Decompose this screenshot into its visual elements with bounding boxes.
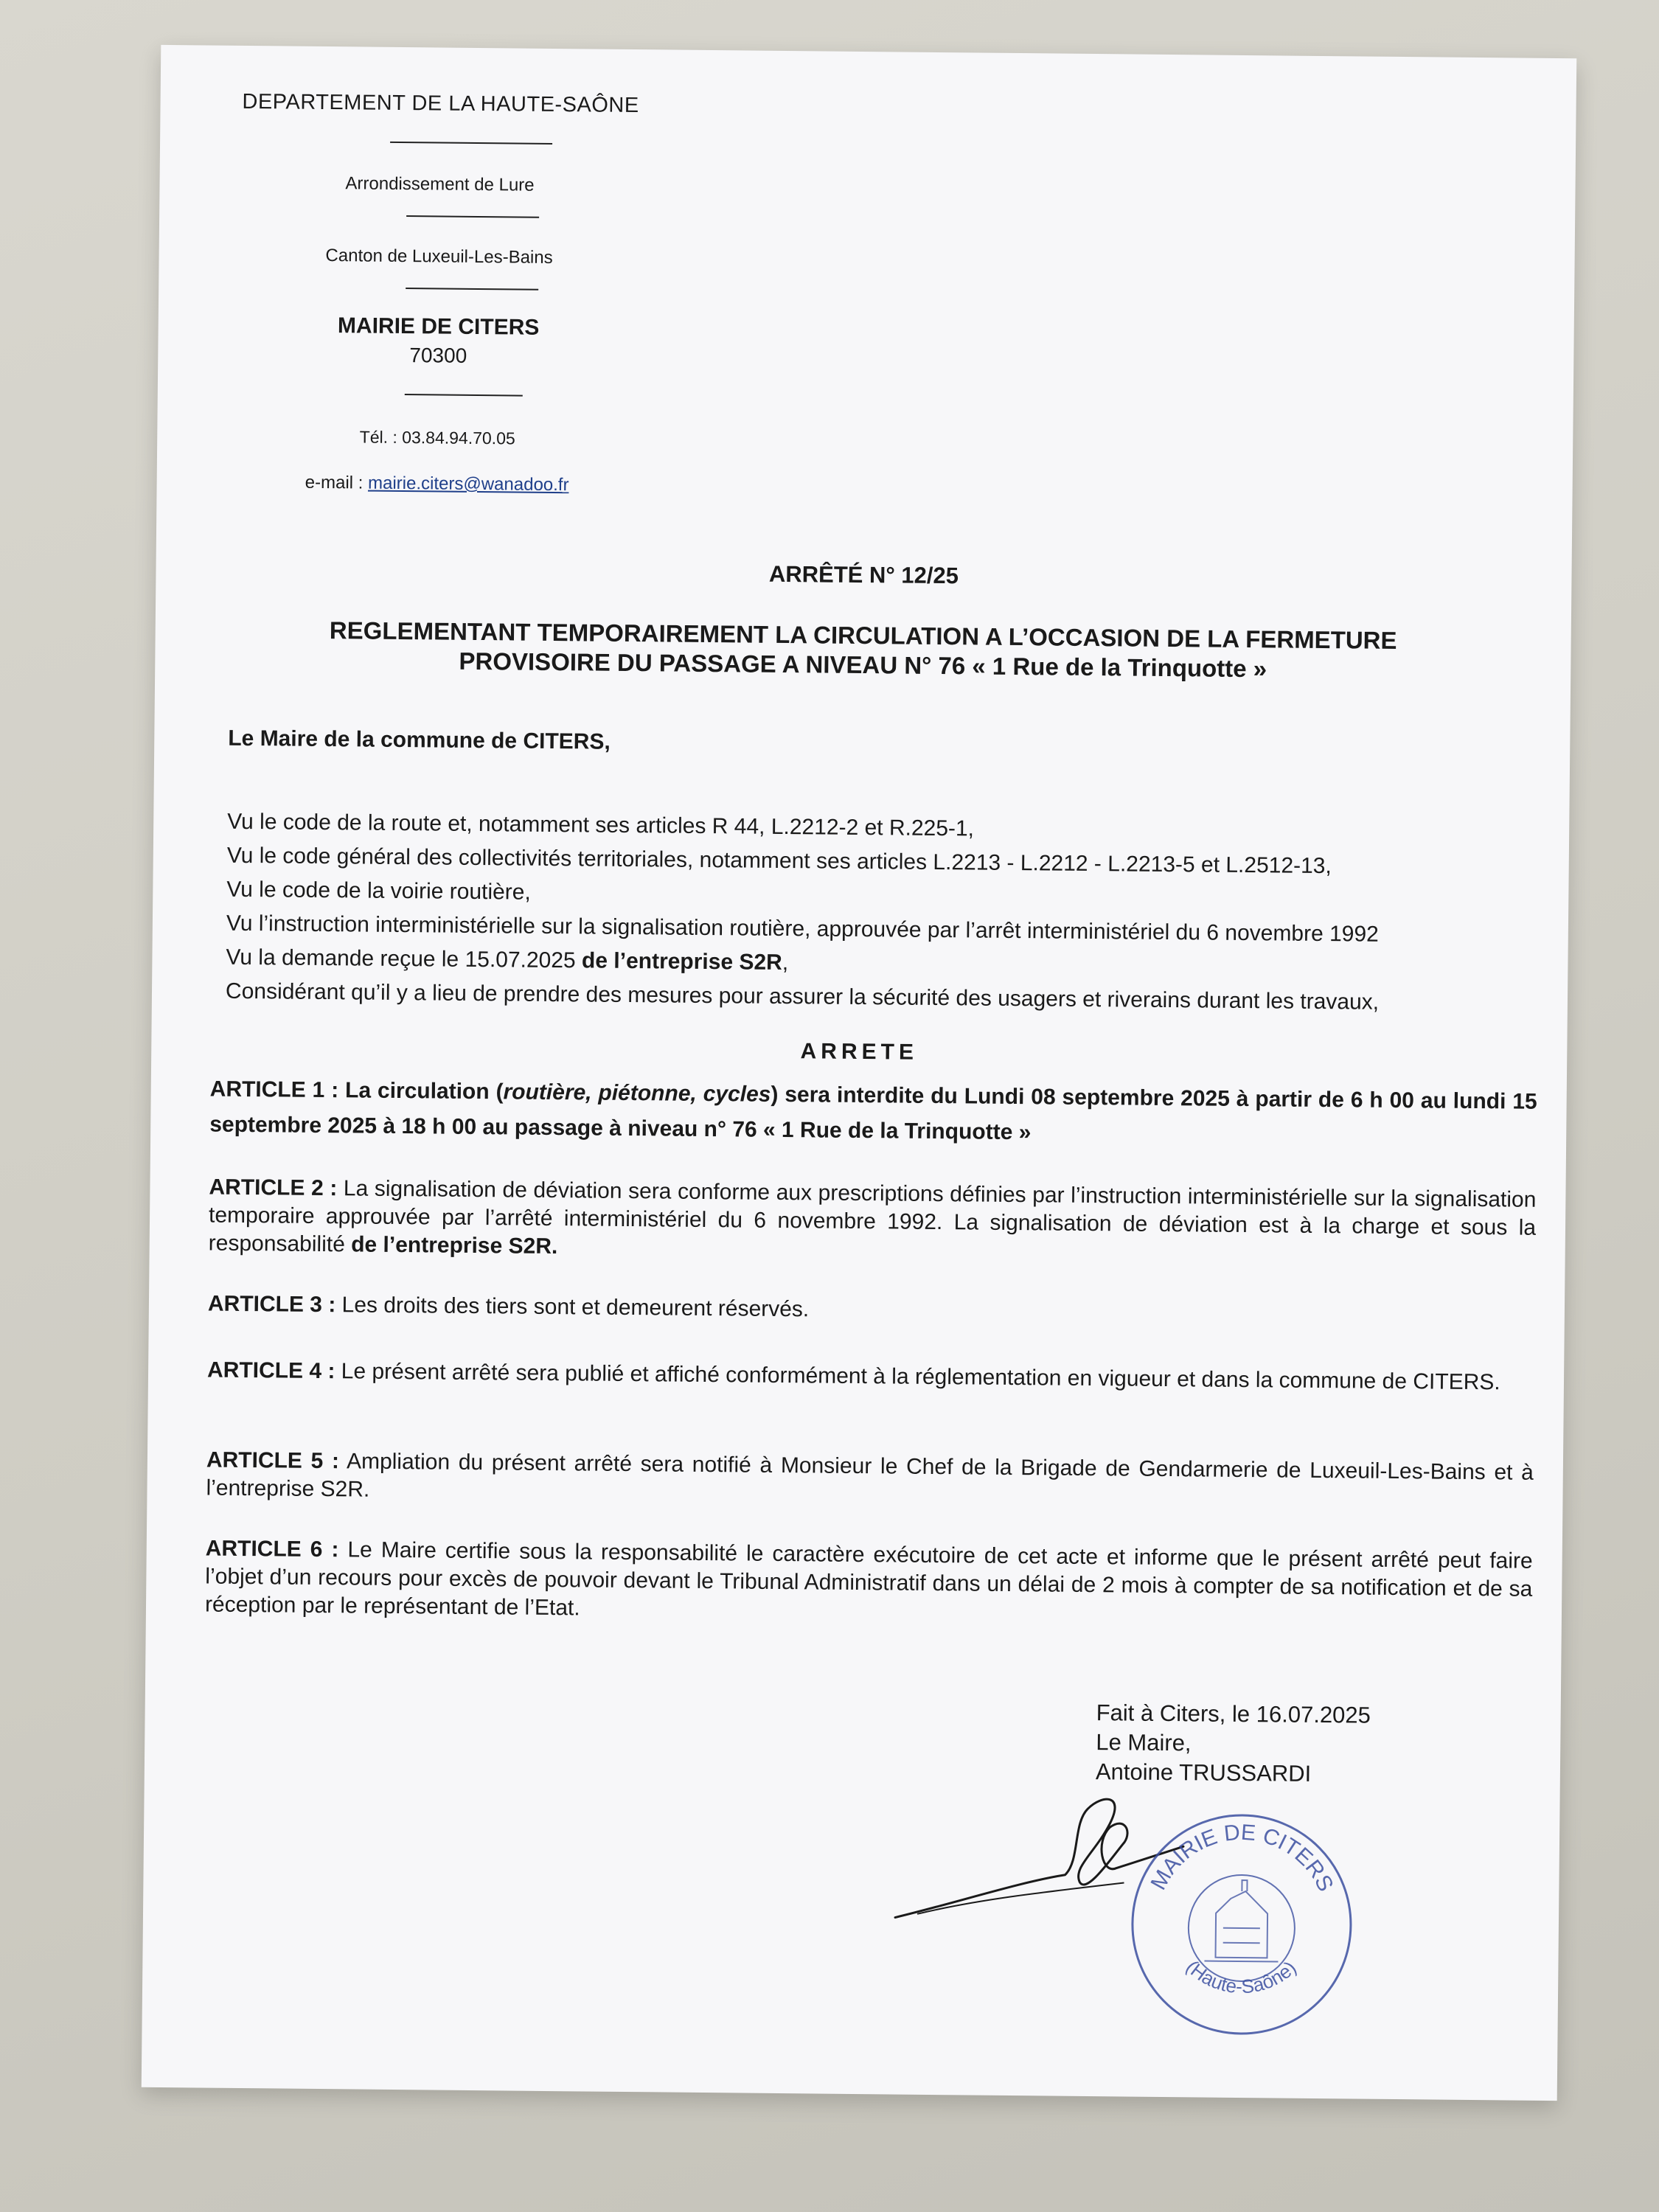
article-text: Le présent arrêté sera publié et affiché conformément à la réglementation en vigueur et dans la commune de CITERS. — [335, 1359, 1500, 1395]
vu-line: Vu le code de la route et, notamment ses articles R 44, L.2212-2 et R.225-1, — [227, 809, 975, 841]
divider — [406, 215, 539, 218]
email-line — [157, 471, 717, 497]
article-3 — [208, 1290, 1535, 1331]
article-2 — [209, 1174, 1537, 1270]
subtitle-line: PROVISOIRE DU PASSAGE A NIVEAU N° 76 « 1 Rue de la Trinquotte » — [459, 647, 1267, 683]
place-date: Fait à Citers, le 16.07.2025 — [1096, 1700, 1371, 1728]
mairie-name: MAIRIE DE CITERS — [337, 313, 540, 340]
divider — [405, 394, 523, 397]
maire-intro: Le Maire de la commune de CITERS, — [228, 726, 611, 754]
vu-list — [226, 805, 1548, 1021]
demande-company: de l’entreprise S2R — [581, 948, 782, 975]
canton-line: Canton de Luxeuil-Les-Bains — [325, 246, 553, 268]
article-text: Le Maire certifie sous la responsabilité le caractère exécutoire de cet acte et informe que le présent arrêté peut faire l’objet d’un recours pour excès de pouvoir devant le Tribunal Administratif dans un délai de 2 mois à compter de sa notification et de sa réception par le représentant de l’Etat. — [204, 1537, 1533, 1621]
divider — [406, 288, 538, 291]
article-label: ARTICLE 4 : — [206, 1357, 335, 1384]
article-label: ARTICLE 3 : — [207, 1291, 336, 1318]
email-label: e-mail : — [305, 472, 369, 493]
stamp-top-text: MAIRIE DE CITERS — [1146, 1820, 1338, 1896]
article-text: ) sera interdite du Lundi 08 septembre 2025 à partir de 6 h 00 au lundi 15 septembre 2025 à 18 h 00 au passage à niveau n° 76 « 1 Rue de la Trinquotte » — [209, 1082, 1537, 1145]
stamp-emblem — [1204, 1880, 1279, 1962]
stamp-bottom-text: (Haute-Saône) — [1181, 1955, 1301, 1998]
demande-text: Vu la demande reçue le 15.07.2025 — [226, 945, 582, 973]
article-6 — [205, 1535, 1533, 1632]
article-4 — [207, 1357, 1534, 1397]
vu-line: Vu le code de la voirie routière, — [226, 877, 531, 905]
arrete-number: ARRÊTÉ N° 12/25 — [768, 560, 959, 589]
considerant-line: Considérant qu’il y a lieu de prendre des mesures pour assurer la sécurité des usagers et riverains durant les travaux, — [225, 978, 1380, 1015]
arrondissement-line: Arrondissement de Lure — [345, 173, 535, 195]
mairie-stamp — [1126, 1809, 1357, 2040]
article-5 — [206, 1447, 1534, 1515]
vu-line: Vu le code général des collectivités territoriales, notamment ses articles L.2213 - L.2212 - L.2213-5 et L.2512-13, — [226, 843, 1332, 879]
article-label: ARTICLE 5 : — [206, 1447, 340, 1474]
email-link[interactable]: mairie.citers@wanadoo.fr — [367, 473, 569, 495]
article-text: Les droits des tiers sont et demeurent réservés. — [335, 1293, 810, 1322]
subtitle-line: REGLEMENTANT TEMPORAIREMENT LA CIRCULATION A L’OCCASION DE LA FERMETURE — [329, 616, 1397, 654]
article-text: Ampliation du présent arrêté sera notifié à Monsieur le Chef de la Brigade de Gendarmerie de Luxeuil-Les-Bains et à l’entreprise S2R. — [206, 1449, 1534, 1502]
article-1 — [209, 1072, 1537, 1155]
document-page — [142, 45, 1577, 2101]
article-label: ARTICLE 6 : — [205, 1536, 339, 1562]
article-bold: de l’entreprise S2R. — [351, 1232, 558, 1259]
signer-name: Antoine TRUSSARDI — [1095, 1759, 1312, 1787]
article-label: ARTICLE 2 : — [209, 1175, 338, 1201]
arrete-subtitle — [214, 615, 1512, 686]
department-heading: DEPARTEMENT DE LA HAUTE-SAÔNE — [242, 89, 639, 118]
article-italic: routière, piétonne, cycles — [503, 1079, 771, 1107]
vu-line: Vu l’instruction interministérielle sur la signalisation routière, approuvée par l’arrêt interministériel du 6 novembre 1992 — [226, 911, 1379, 947]
divider — [390, 142, 552, 145]
telephone: Tél. : 03.84.94.70.05 — [359, 427, 515, 448]
arrete-heading: ARRETE — [800, 1039, 919, 1065]
demande-suffix: , — [782, 950, 789, 975]
postal-code: 70300 — [409, 344, 467, 367]
article-text: La circulation ( — [338, 1078, 504, 1105]
signer-role: Le Maire, — [1096, 1729, 1192, 1756]
article-label: ARTICLE 1 : — [209, 1077, 339, 1103]
article-text: La signalisation de déviation sera conforme aux prescriptions définies par l’instruction interministérielle sur la signalisation temporaire approuvée par l’arrêté interministériel du 6 novembre 1992. La signalisation de déviation est à la charge et sous la responsabilité — [208, 1176, 1537, 1257]
